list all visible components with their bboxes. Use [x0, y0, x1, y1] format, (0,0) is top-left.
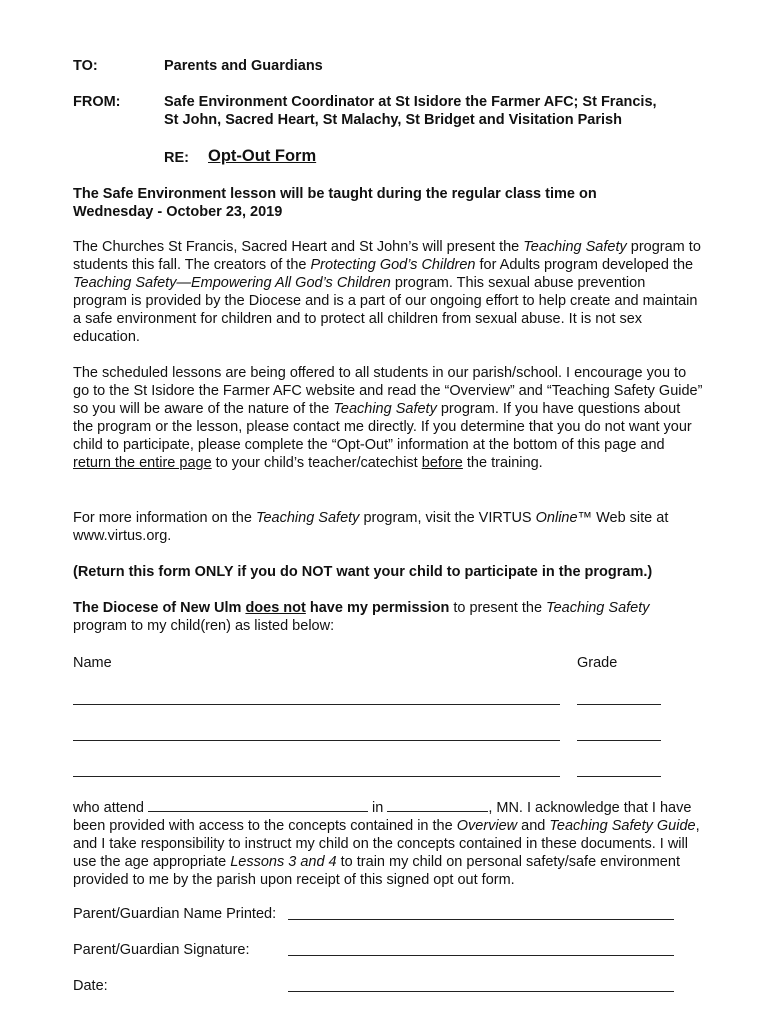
text: The Churches St Francis, Sacred Heart and St John’s will present the: [73, 239, 524, 255]
text-italic: Teaching Safety—Empowering All God’s Children: [73, 275, 391, 291]
school-blank[interactable]: [148, 798, 368, 812]
text-bold: have my permission: [305, 600, 450, 616]
text: , MN. I acknowledge that I have been provided with access to the concepts contained in the: [73, 800, 692, 834]
grade-column-header: Grade: [577, 655, 618, 671]
from-label: FROM:: [73, 94, 121, 110]
from-line-2: St John, Sacred Heart, St Malachy, St Bridget and Visitation Parish: [164, 112, 622, 128]
to-value: Parents and Guardians: [164, 58, 323, 74]
name-printed-label: Parent/Guardian Name Printed:: [73, 906, 277, 922]
text: to present the: [449, 600, 547, 616]
text-bold-underlined: does not: [245, 600, 306, 616]
child-grade-line-1[interactable]: [577, 704, 661, 705]
text-italic: Teaching Safety: [333, 401, 437, 417]
text: For more information on the: [73, 510, 256, 526]
text-italic: Protecting God’s Children: [310, 257, 476, 273]
from-line-1: Safe Environment Coordinator at St Isidore the Farmer AFC; St Francis,: [164, 94, 657, 110]
text: to your child’s teacher/catechist: [211, 455, 422, 471]
intro-paragraph: [73, 238, 703, 346]
text: in: [367, 800, 388, 816]
child-name-line-3[interactable]: [73, 776, 560, 777]
text: , and I take responsibility to instruct my child on the concepts contained in these documents. I will use the age appropriate: [73, 818, 700, 870]
text-italic: Teaching Safety Guide: [549, 818, 696, 834]
text: for Adults program developed the: [475, 257, 694, 273]
text: ™ Web site at www.virtus.org.: [73, 510, 669, 544]
text: program to students this fall. The creators of the: [73, 239, 701, 273]
lesson-notice-line-1: The Safe Environment lesson will be taught during the regular class time on: [73, 186, 597, 202]
date-line[interactable]: [288, 991, 674, 992]
return-note: (Return this form ONLY if you do NOT want your child to participate in the program.): [73, 564, 653, 580]
text-italic: Lessons 3 and 4: [230, 854, 337, 870]
name-column-header: Name: [73, 655, 112, 671]
acknowledgement-paragraph: [73, 798, 703, 889]
text-bold: The Diocese of New Ulm: [73, 600, 246, 616]
re-label: RE:: [164, 150, 189, 166]
text-italic: Teaching Safety: [523, 239, 627, 255]
text: The scheduled lessons are being offered to all students in our parish/school. I encourage you to go to the St Isidore the Farmer AFC website and read the “Overview” and “Teaching Safety Guide” so you will be aware of the nature of the: [73, 365, 703, 417]
more-info-paragraph: [73, 509, 703, 545]
date-label: Date:: [73, 978, 108, 994]
text-italic: Teaching Safety: [546, 600, 650, 616]
name-printed-line[interactable]: [288, 919, 674, 920]
child-grade-line-3[interactable]: [577, 776, 661, 777]
text-underlined: return the entire page: [73, 455, 212, 471]
text: program, visit the VIRTUS: [359, 510, 536, 526]
signature-line[interactable]: [288, 955, 674, 956]
text: and: [517, 818, 550, 834]
child-grade-line-2[interactable]: [577, 740, 661, 741]
text-italic: Online: [535, 510, 578, 526]
text: program to my child(ren) as listed below:: [73, 618, 335, 634]
text: program. This sexual abuse prevention program is provided by the Diocese and is a part of our ongoing effort to help create and maintain a safe environment for children and to protect all children from sexual abuse. It is not sex education.: [73, 275, 698, 345]
text: who attend: [73, 800, 148, 816]
child-name-line-1[interactable]: [73, 704, 560, 705]
text: program. If you have questions about the program or the lesson, please contact me directly. If you determine that you do not want your child to participate, please complete the “Opt-Out” information at the bottom of this page and: [73, 401, 692, 453]
text-italic: Teaching Safety: [255, 510, 360, 526]
text: the training.: [462, 455, 543, 471]
lessons-paragraph: [73, 364, 703, 472]
child-name-line-2[interactable]: [73, 740, 560, 741]
lesson-notice: [73, 185, 703, 221]
permission-statement: [73, 599, 703, 635]
to-label: TO:: [73, 58, 98, 74]
lesson-notice-line-2: Wednesday - October 23, 2019: [73, 204, 283, 220]
text-underlined: before: [421, 455, 463, 471]
text: to train my child on personal safety/safe environment provided to me by the parish upon receipt of this signed opt out form.: [73, 854, 680, 888]
page-title: Opt-Out Form: [208, 147, 317, 165]
text-italic: Overview: [456, 818, 518, 834]
signature-label: Parent/Guardian Signature:: [73, 942, 250, 958]
city-blank[interactable]: [387, 798, 488, 812]
